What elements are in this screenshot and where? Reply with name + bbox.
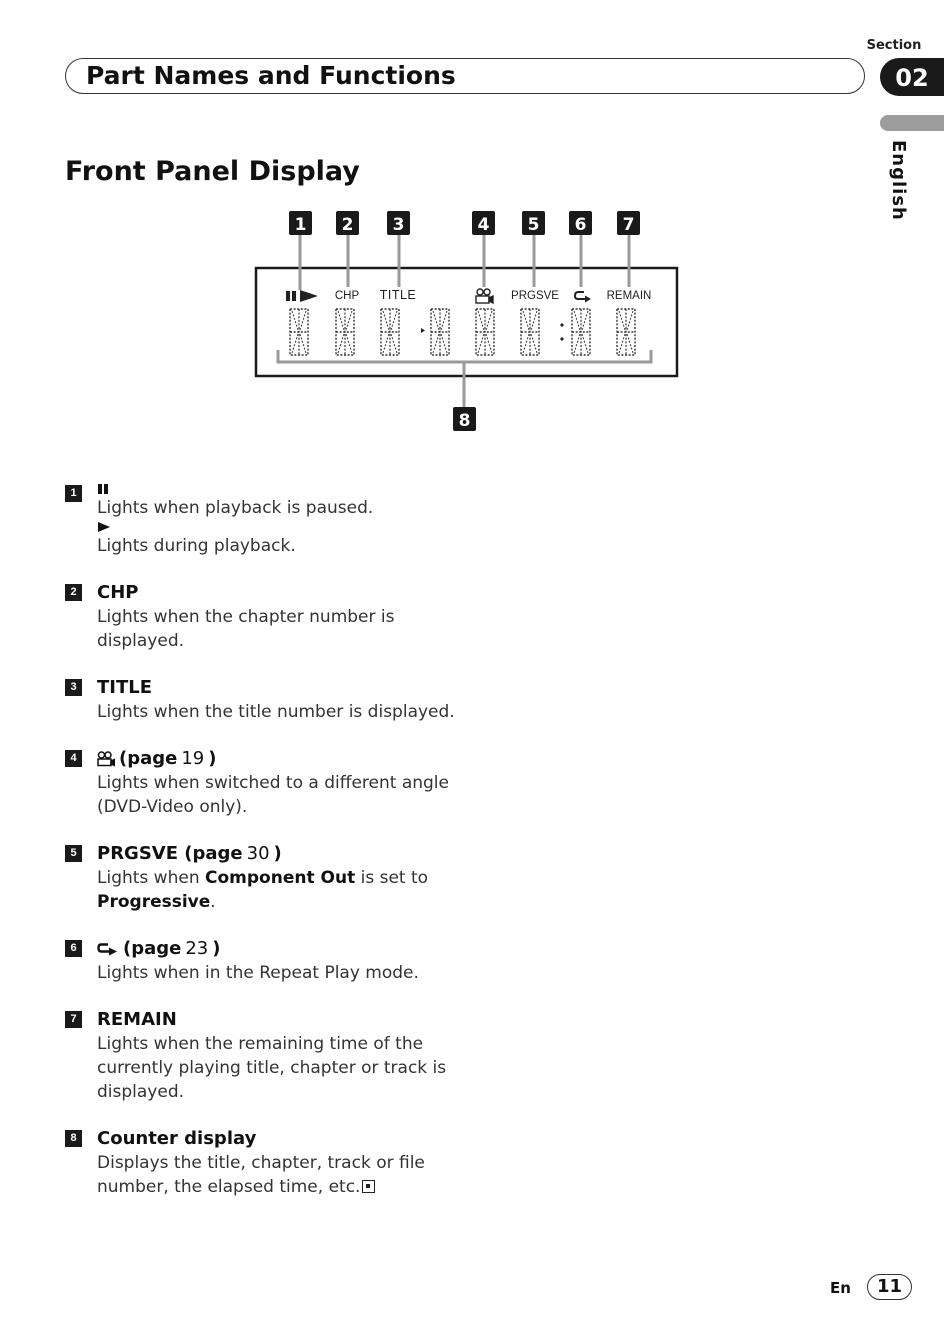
- display-frame: [256, 268, 677, 376]
- svg-text:4: 4: [477, 215, 490, 235]
- repeat-icon: [97, 942, 119, 956]
- item-term-page-label: PRGSVE (page: [97, 843, 243, 864]
- item-term-close: ): [212, 938, 221, 959]
- remain-indicator: REMAIN: [606, 290, 652, 302]
- language-label: English: [888, 140, 909, 221]
- item-description: Lights when the remaining time of the currently playing title, chapter or track is displayed.: [97, 1034, 447, 1102]
- list-item-3: [65, 676, 485, 724]
- list-item-2: [65, 581, 485, 653]
- item-term: TITLE: [97, 677, 153, 698]
- callout-2: [336, 211, 359, 235]
- page-ref: 30: [246, 843, 270, 864]
- section-label: Section: [866, 38, 922, 53]
- callout-5: [522, 211, 545, 235]
- callout-3: [387, 211, 410, 235]
- item-number: 4: [65, 750, 82, 767]
- page-ref: 23: [185, 938, 209, 959]
- play-icon: [97, 520, 111, 534]
- setting-value: Progressive: [97, 892, 211, 912]
- item-term-close: ): [208, 748, 217, 769]
- item-number: 2: [65, 584, 82, 601]
- item-list: [65, 482, 485, 1222]
- list-item-5: [65, 842, 485, 914]
- chapter-title: Part Names and Functions: [86, 61, 456, 90]
- list-item-1: [65, 482, 485, 558]
- page-heading: Front Panel Display: [65, 156, 360, 187]
- item-term-page-label: (page: [123, 938, 182, 959]
- list-item-7: [65, 1008, 485, 1104]
- item-description: Lights when the title number is displayed.: [97, 702, 455, 722]
- item-description: Lights when playback is paused.: [97, 498, 374, 518]
- page-ref: 19: [181, 748, 205, 769]
- title-indicator: TITLE: [379, 288, 417, 302]
- item-number: 8: [65, 1130, 82, 1147]
- angle-camera-icon: [97, 751, 115, 767]
- section-number-badge: 02: [880, 58, 944, 96]
- item-number: 7: [65, 1011, 82, 1028]
- callout-8: [453, 407, 476, 431]
- svg-text:7: 7: [622, 215, 635, 235]
- chp-indicator: CHP: [334, 290, 360, 302]
- page-number: 11: [867, 1274, 912, 1300]
- item-term: Counter display: [97, 1128, 257, 1149]
- item-term-close: ): [273, 843, 282, 864]
- svg-text:8: 8: [458, 411, 471, 431]
- item-description: Displays the title, chapter, track or file number, the elapsed time, etc.: [97, 1153, 425, 1197]
- callout-7: [617, 211, 640, 235]
- front-panel-diagram: [0, 0, 950, 440]
- callout-1: [289, 211, 312, 235]
- item-term: CHP: [97, 582, 139, 603]
- item-description: Lights when Component Out is set to Progressive.: [97, 868, 429, 912]
- list-item-4: [65, 747, 485, 819]
- item-number: 6: [65, 940, 82, 957]
- callout-6: [569, 211, 592, 235]
- svg-text:5: 5: [527, 215, 540, 235]
- svg-text:6: 6: [574, 215, 587, 235]
- item-number: 3: [65, 679, 82, 696]
- prgsve-indicator: PRGSVE: [511, 290, 559, 302]
- list-item-6: [65, 937, 485, 985]
- item-description: Lights during playback.: [97, 536, 296, 556]
- list-item-8: [65, 1127, 485, 1199]
- item-number: 1: [65, 485, 82, 502]
- setting-name: Component Out: [205, 868, 356, 888]
- item-description: Lights when in the Repeat Play mode.: [97, 963, 419, 983]
- item-term: REMAIN: [97, 1009, 177, 1030]
- pause-icon: [97, 482, 111, 496]
- svg-text:3: 3: [392, 215, 405, 235]
- item-description: Lights when switched to a different angle (DVD-Video only).: [97, 773, 449, 817]
- end-mark-icon: [362, 1180, 375, 1193]
- item-description: Lights when the chapter number is displayed.: [97, 607, 395, 651]
- colon-dot-upper: [560, 323, 563, 326]
- colon-dot-lower: [560, 337, 563, 340]
- footer-language: En: [830, 1279, 851, 1297]
- callout-4: [472, 211, 495, 235]
- item-term-page-label: (page: [119, 748, 178, 769]
- svg-text:2: 2: [341, 215, 354, 235]
- svg-text:1: 1: [294, 215, 307, 235]
- item-number: 5: [65, 845, 82, 862]
